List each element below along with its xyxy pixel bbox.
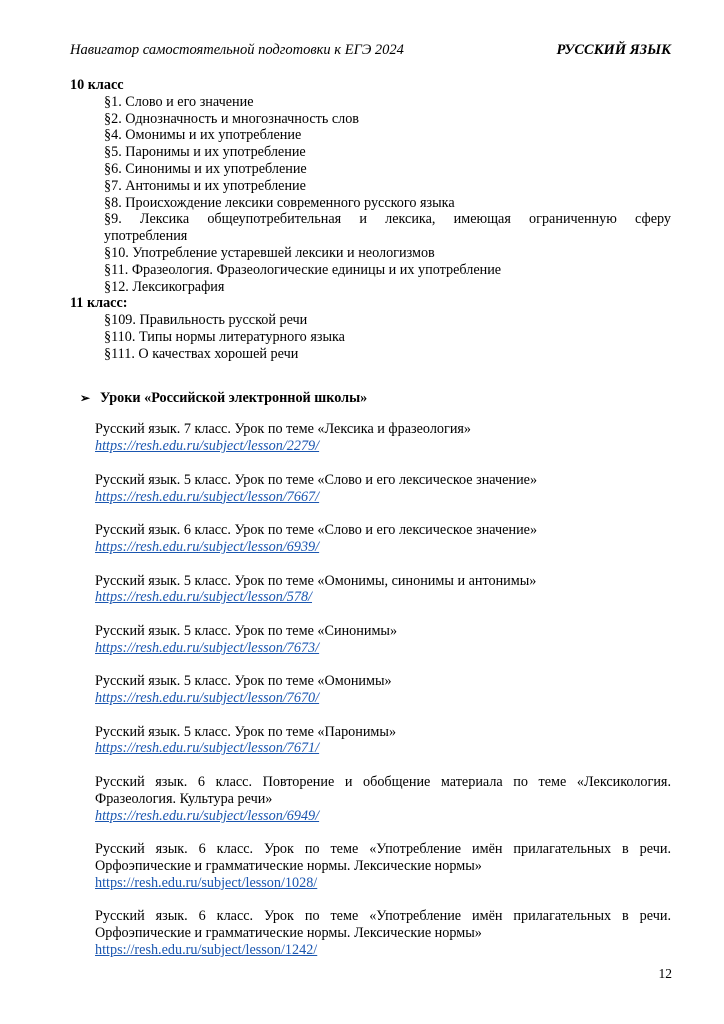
section-heading bbox=[70, 390, 671, 407]
lesson-link[interactable]: https://resh.edu.ru/subject/lesson/7667/ bbox=[95, 488, 320, 505]
topic-item: §7. Антонимы и их употребление bbox=[104, 177, 306, 194]
arrow-bullet-icon: ➢ bbox=[80, 390, 91, 405]
lesson-link[interactable]: https://resh.edu.ru/subject/lesson/7670/ bbox=[95, 690, 320, 707]
page-content bbox=[70, 77, 671, 976]
topic-item: §1. Слово и его значение bbox=[104, 93, 254, 110]
lesson-item bbox=[95, 623, 671, 657]
grade-10-topics bbox=[70, 94, 671, 296]
lesson-link[interactable]: https://resh.edu.ru/subject/lesson/1028/ bbox=[95, 874, 318, 891]
lesson-item bbox=[95, 522, 671, 556]
lesson-title: Русский язык. 6 класс. Урок по теме «Слово и его лексическое значение» bbox=[95, 522, 538, 539]
lesson-item bbox=[95, 724, 671, 758]
lesson-link[interactable]: https://resh.edu.ru/subject/lesson/7671/ bbox=[95, 740, 320, 757]
topic-item: §4. Омонимы и их употребление bbox=[104, 127, 302, 144]
topic-item: §12. Лексикография bbox=[104, 278, 225, 295]
lesson-item bbox=[95, 472, 671, 506]
topic-item: §10. Употребление устаревшей лексики и неологизмов bbox=[104, 244, 435, 261]
lesson-title: Русский язык. 6 класс. Повторение и обобщение материала по теме «Лексикология. Фразеология. Культура речи» bbox=[95, 774, 671, 807]
lesson-item bbox=[95, 573, 671, 607]
topic-item: §5. Паронимы и их употребление bbox=[104, 144, 306, 161]
lesson-list bbox=[70, 421, 671, 959]
grade-11-heading: 11 класс: bbox=[70, 295, 128, 312]
lesson-item bbox=[95, 673, 671, 707]
lesson-title: Русский язык. 7 класс. Урок по теме «Лексика и фразеология» bbox=[95, 421, 472, 438]
lesson-title: Русский язык. 6 класс. Урок по теме «Употребление имён прилагательных в речи. Орфоэпические и грамматические нормы. Лексические нормы» bbox=[95, 841, 671, 875]
topic-item: §109. Правильность русской речи bbox=[104, 312, 308, 329]
lesson-title: Русский язык. 6 класс. Урок по теме «Употребление имён прилагательных в речи. Орфоэпические и грамматические нормы. Лексические нормы» bbox=[95, 908, 671, 942]
lesson-item bbox=[95, 774, 671, 824]
lesson-title: Русский язык. 5 класс. Урок по теме «Синонимы» bbox=[95, 622, 398, 639]
topic-item: §8. Происхождение лексики современного русского языка bbox=[104, 194, 455, 211]
topic-item: §111. О качествах хорошей речи bbox=[104, 345, 299, 362]
topic-item: §6. Синонимы и их употребление bbox=[104, 160, 307, 177]
lesson-link[interactable]: https://resh.edu.ru/subject/lesson/578/ bbox=[95, 589, 313, 606]
lesson-link[interactable]: https://resh.edu.ru/subject/lesson/6939/ bbox=[95, 538, 320, 555]
lesson-link[interactable]: https://resh.edu.ru/subject/lesson/6949/ bbox=[95, 807, 320, 824]
lesson-title: Русский язык. 5 класс. Урок по теме «Паронимы» bbox=[95, 723, 397, 740]
grade-10-heading: 10 класс bbox=[70, 77, 124, 93]
topic-item: §9. Лексика общеупотребительная и лексика, имеющая ограниченную сферу bbox=[104, 211, 671, 228]
page-number: 12 bbox=[658, 966, 672, 981]
lesson-item bbox=[95, 841, 671, 891]
topic-item: §110. Типы нормы литературного языка bbox=[104, 328, 345, 345]
lesson-title: Русский язык. 5 класс. Урок по теме «Слово и его лексическое значение» bbox=[95, 471, 538, 488]
lesson-link[interactable]: https://resh.edu.ru/subject/lesson/2279/ bbox=[95, 438, 320, 455]
grade-11-topics bbox=[70, 312, 671, 362]
header-title: Навигатор самостоятельной подготовки к ЕГЭ 2024 bbox=[70, 42, 404, 58]
lesson-item bbox=[95, 421, 671, 455]
topic-item: употребления bbox=[104, 228, 188, 245]
lesson-link[interactable]: https://resh.edu.ru/subject/lesson/1242/ bbox=[95, 942, 318, 959]
lesson-item bbox=[95, 908, 671, 958]
lesson-link[interactable]: https://resh.edu.ru/subject/lesson/7673/ bbox=[95, 639, 320, 656]
header-subject: РУССКИЙ ЯЗЫК bbox=[556, 42, 671, 58]
lesson-title: Русский язык. 5 класс. Урок по теме «Омонимы, синонимы и антонимы» bbox=[95, 572, 537, 589]
section-title: Уроки «Российской электронной школы» bbox=[100, 389, 368, 406]
topic-item: §11. Фразеология. Фразеологические единицы и их употребление bbox=[104, 261, 502, 278]
topic-item: §2. Однозначность и многозначность слов bbox=[104, 110, 360, 127]
lesson-title: Русский язык. 5 класс. Урок по теме «Омонимы» bbox=[95, 673, 392, 690]
page-header bbox=[70, 42, 671, 62]
